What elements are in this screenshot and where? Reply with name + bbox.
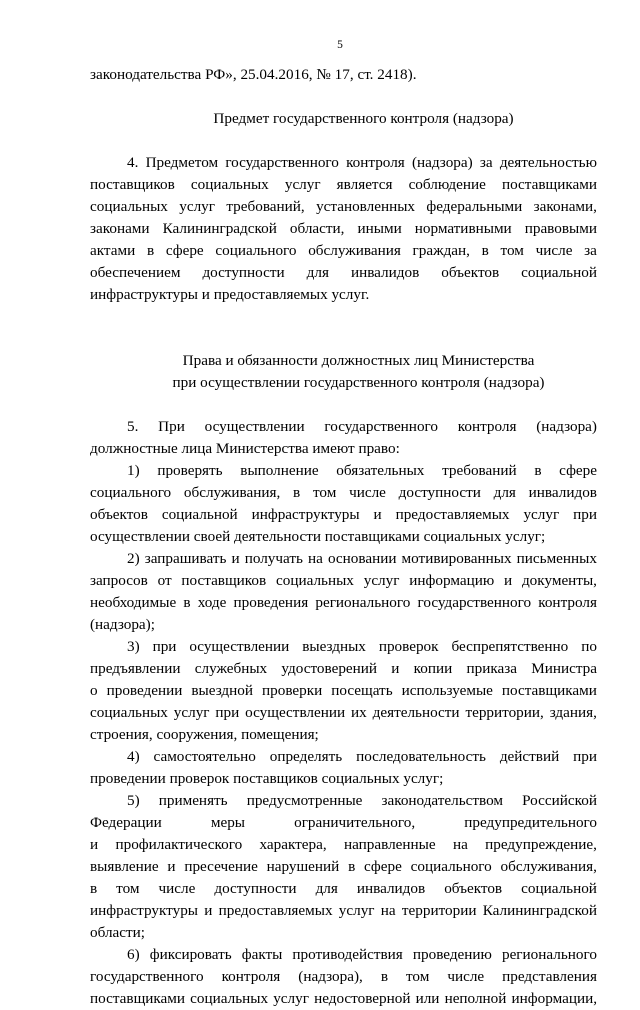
word: инфраструктуры — [251, 506, 360, 523]
word: контроля — [457, 418, 517, 435]
word: социальных — [276, 572, 354, 589]
word: пресечение — [184, 858, 258, 875]
word: информацию — [409, 572, 495, 589]
paragraph-line — [90, 482, 597, 504]
word: копии — [413, 660, 453, 677]
word: основании — [327, 550, 397, 567]
word: Министра — [531, 660, 597, 677]
word: 2) — [127, 550, 140, 567]
list-item-3 — [90, 636, 597, 746]
word: услуг — [363, 572, 400, 589]
word: социальной — [521, 880, 597, 897]
word: социального — [90, 484, 172, 501]
paragraph-line — [90, 966, 597, 988]
word: инвалидов — [350, 264, 420, 281]
word: выездной — [191, 682, 253, 699]
paragraph-line — [90, 746, 597, 768]
paragraph-line — [90, 548, 597, 570]
word: предусмотренные — [246, 792, 363, 809]
paragraph-line — [90, 416, 597, 438]
paragraph-line — [90, 174, 597, 196]
word: иными — [357, 220, 402, 237]
word: проверок — [378, 638, 439, 655]
word: 5. — [127, 418, 139, 435]
paragraph-line — [90, 262, 597, 284]
paragraph-line — [90, 944, 597, 966]
word: числе — [447, 968, 485, 985]
list-item-5 — [90, 790, 597, 944]
word: государственного — [90, 968, 204, 985]
paragraph-line — [90, 196, 597, 218]
word: При — [158, 418, 185, 435]
word: поставщиками — [501, 176, 597, 193]
word: при — [152, 638, 177, 655]
paragraph-line — [90, 636, 597, 658]
word: проведению — [412, 946, 492, 963]
word: государственного — [225, 154, 339, 171]
word: или — [415, 990, 440, 1007]
word: Предметом — [145, 154, 219, 171]
word: используемые — [401, 682, 493, 699]
word: государственного — [324, 418, 438, 435]
word: услуг — [338, 902, 375, 919]
paragraph-line — [90, 240, 597, 262]
word: услуг — [179, 198, 215, 215]
word: документы, — [521, 572, 597, 589]
paragraph-line — [90, 218, 597, 240]
paragraph-line: должностные лица Министерства имеют право: — [90, 440, 400, 457]
word: определять — [269, 748, 343, 765]
word: за — [479, 154, 493, 171]
word: получать — [244, 550, 303, 567]
word: мотивированных — [401, 550, 512, 567]
word: Калининградской — [162, 220, 277, 237]
word: осуществлении — [204, 418, 305, 435]
paragraph-4 — [90, 152, 597, 306]
word: для — [306, 264, 329, 281]
word: фиксировать — [149, 946, 232, 963]
document-body — [90, 64, 597, 1010]
word: социальных — [90, 704, 168, 721]
word: для — [493, 484, 516, 501]
word: о — [90, 682, 98, 699]
word: обеспечением — [90, 264, 181, 281]
word: контроля — [221, 968, 281, 985]
word: в — [90, 880, 98, 897]
paragraph-line: осуществлении своей деятельности поставщиками социальных услуг; — [90, 528, 546, 545]
word: Федерации — [90, 814, 162, 831]
word: доступности — [202, 264, 285, 281]
word: проверки — [262, 682, 323, 699]
word: том — [116, 880, 140, 897]
word: поставщиков — [181, 572, 267, 589]
word: том — [312, 484, 337, 501]
word: Калининградской — [482, 902, 597, 919]
word: предоставляемых — [218, 902, 333, 919]
word: 4) — [127, 748, 140, 765]
word: удостоверений — [281, 660, 378, 677]
word: правовыми — [524, 220, 597, 237]
word: предупредительного — [464, 814, 597, 831]
word: применять — [158, 792, 228, 809]
word: письменных — [516, 550, 597, 567]
word: необходимые — [90, 594, 177, 611]
paragraph-line — [90, 570, 597, 592]
word: и — [373, 506, 382, 523]
paragraph-line — [90, 790, 597, 812]
word: на — [452, 836, 468, 853]
word: ограничительного, — [294, 814, 416, 831]
word: выездных — [302, 638, 366, 655]
word: (надзора) — [536, 418, 597, 435]
word: и — [391, 660, 400, 677]
word: в — [183, 594, 191, 611]
word: социальных — [190, 176, 269, 193]
word: услуг — [273, 990, 309, 1007]
word: приказа — [466, 660, 517, 677]
word: в — [481, 242, 489, 259]
word: для — [315, 880, 338, 897]
word: проведения — [233, 594, 309, 611]
word: установленных — [316, 198, 416, 215]
word: и — [504, 572, 513, 589]
word: регионального — [315, 594, 411, 611]
word: федеральными — [426, 198, 523, 215]
word: сфере — [165, 242, 204, 259]
word: здания, — [549, 704, 597, 721]
paragraph-line — [90, 856, 597, 878]
word: неполной — [444, 990, 507, 1007]
word: профилактического — [115, 836, 243, 853]
word: 3) — [127, 638, 140, 655]
word: 6) — [127, 946, 140, 963]
word: социальной — [161, 506, 238, 523]
word: характера, — [259, 836, 327, 853]
word: и — [90, 836, 99, 853]
word: выявление — [90, 858, 159, 875]
word: последовательность — [356, 748, 486, 765]
word: числе — [158, 880, 196, 897]
word: деятельности — [372, 704, 460, 721]
section-heading-rights-line1: Права и обязанности должностных лиц Министерства — [182, 352, 535, 369]
word: предоставляемых — [395, 506, 510, 523]
paragraph-line — [90, 900, 597, 922]
word: от — [157, 572, 172, 589]
word: деятельностью — [499, 154, 597, 171]
word: услуг — [173, 704, 210, 721]
word: осуществлении — [189, 638, 290, 655]
word: предупреждение, — [485, 836, 597, 853]
paragraph-line — [90, 812, 597, 834]
word: объектов — [444, 880, 503, 897]
paragraph-line — [90, 834, 597, 856]
paragraph-line: инфраструктуры и предоставляемых услуг. — [90, 286, 370, 303]
word: нарушений — [266, 858, 340, 875]
word: 1) — [127, 462, 140, 479]
word: социального — [215, 242, 297, 259]
paragraph-line — [90, 988, 597, 1010]
word: по — [581, 638, 597, 655]
word: инвалидов — [528, 484, 597, 501]
word: территории — [401, 902, 477, 919]
word: и — [204, 902, 213, 919]
word: 4. — [127, 154, 139, 171]
paragraph-line — [90, 592, 597, 614]
word: поставщиками — [90, 990, 186, 1007]
page-number: 5 — [337, 39, 343, 51]
paragraph-line: области; — [90, 924, 145, 941]
section-heading-rights-line2: при осуществлении государственного контроля (надзора) — [172, 374, 545, 391]
word: государственного — [417, 594, 532, 611]
word: требований, — [226, 198, 305, 215]
word: и — [167, 858, 176, 875]
word: в — [146, 242, 155, 259]
word: выполнение — [240, 462, 319, 479]
paragraph-line — [90, 658, 597, 680]
word: услуг — [523, 506, 560, 523]
paragraph-5 — [90, 416, 597, 460]
word: социальных — [190, 990, 269, 1007]
word: (надзора), — [298, 968, 363, 985]
word: социальной — [521, 264, 597, 281]
word: проверять — [157, 462, 223, 479]
word: проведении — [106, 682, 183, 699]
word: инфраструктуры — [90, 902, 198, 919]
word: ходе — [197, 594, 227, 611]
word: услуг — [284, 176, 321, 193]
paragraph-line: проведении проверок поставщиков социальных услуг; — [90, 770, 444, 787]
word: представления — [502, 968, 597, 985]
word: действий — [499, 748, 560, 765]
word: том — [500, 242, 524, 259]
word: требований — [442, 462, 517, 479]
word: актами — [90, 242, 136, 259]
word: соблюдение — [408, 176, 486, 193]
word: беспрепятственно — [451, 638, 569, 655]
word: противодействия — [292, 946, 403, 963]
word: осуществлении — [245, 704, 346, 721]
word: обслуживания — [308, 242, 401, 259]
word: в — [380, 968, 388, 985]
word: посещать — [331, 682, 393, 699]
word: обслуживания, — [183, 484, 281, 501]
word: предъявлении — [90, 660, 181, 677]
list-item-6 — [90, 944, 597, 1010]
word: самостоятельно — [153, 748, 256, 765]
word: обслуживания, — [500, 858, 597, 875]
word: запрашивать — [144, 550, 227, 567]
intro-line: законодательства РФ», 25.04.2016, № 17, ст. 2418). — [90, 66, 417, 83]
word: объектов — [441, 264, 500, 281]
word: при — [573, 748, 597, 765]
paragraph-line — [90, 152, 597, 174]
paragraph-line — [90, 878, 597, 900]
word: инвалидов — [356, 880, 426, 897]
word: доступности — [214, 880, 297, 897]
word: нормативными — [414, 220, 512, 237]
word: социального — [410, 858, 492, 875]
list-item-2 — [90, 548, 597, 636]
word: контроля — [346, 154, 405, 171]
word: области, — [289, 220, 345, 237]
paragraph-line — [90, 680, 597, 702]
word: является — [336, 176, 393, 193]
word: и — [231, 550, 240, 567]
word: при — [215, 704, 240, 721]
word: 5) — [127, 792, 140, 809]
word: сфере — [364, 858, 402, 875]
word: числе — [349, 484, 386, 501]
word: Российской — [522, 792, 597, 809]
word: меры — [210, 814, 245, 831]
paragraph-line — [90, 460, 597, 482]
paragraph-line: (надзора); — [90, 616, 155, 633]
word: за — [584, 242, 597, 259]
word: недостоверной — [314, 990, 411, 1007]
word: поставщиками — [501, 682, 597, 699]
word: (надзора) — [411, 154, 473, 171]
word: контроля — [538, 594, 597, 611]
word: обязательных — [336, 462, 425, 479]
word: запросов — [90, 572, 148, 589]
word: факты — [241, 946, 283, 963]
word: том — [405, 968, 430, 985]
word: при — [573, 506, 597, 523]
word: сфере — [559, 462, 597, 479]
word: направленные — [344, 836, 436, 853]
word: законами — [90, 220, 150, 237]
word: поставщиков — [90, 176, 175, 193]
paragraph-line: строения, сооружения, помещения; — [90, 726, 319, 743]
word: их — [351, 704, 367, 721]
word: на — [380, 902, 396, 919]
word: в — [534, 462, 542, 479]
list-item-1 — [90, 460, 597, 548]
word: доступности — [398, 484, 481, 501]
word: объектов — [90, 506, 148, 523]
word: граждан, — [412, 242, 470, 259]
word: в — [348, 858, 356, 875]
list-item-4 — [90, 746, 597, 790]
word: территории, — [465, 704, 544, 721]
word: в — [293, 484, 301, 501]
word: регионального — [501, 946, 597, 963]
word: служебных — [194, 660, 268, 677]
word: числе — [535, 242, 573, 259]
paragraph-line — [90, 702, 597, 724]
word: законодательством — [381, 792, 504, 809]
word: информации, — [511, 990, 597, 1007]
section-heading-subject: Предмет государственного контроля (надзора) — [213, 110, 514, 127]
word: законами, — [533, 198, 597, 215]
paragraph-line — [90, 504, 597, 526]
word: социальных — [90, 198, 168, 215]
word: на — [308, 550, 323, 567]
